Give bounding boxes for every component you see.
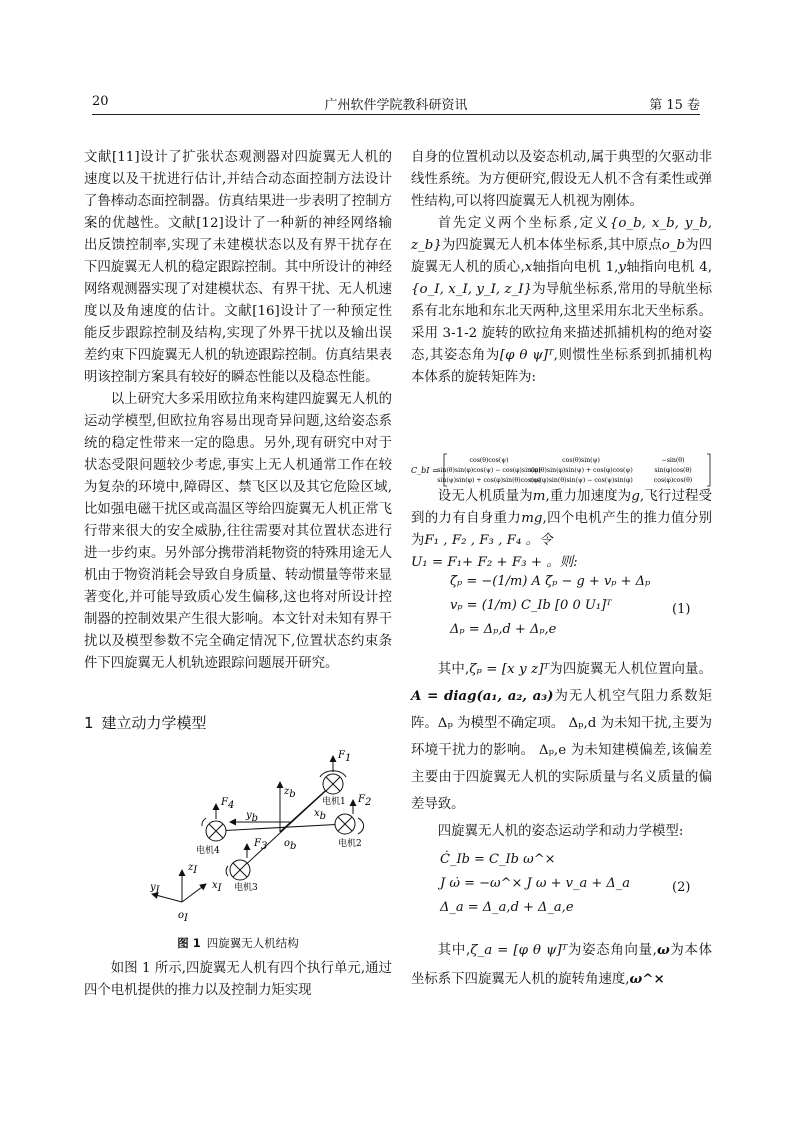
paragraph: U₁ = F₁+ F₂ + F₃ + 。则: bbox=[411, 555, 578, 570]
equation-number: (2) bbox=[672, 880, 691, 895]
axis-label-xb: xb bbox=[314, 808, 327, 822]
right-column-lower bbox=[411, 656, 712, 845]
quadrotor-structure-figure bbox=[150, 742, 390, 928]
equation-line: Δₚ = Δₚ,d + Δₚ,e bbox=[450, 622, 557, 637]
thrust-label-1: F1 bbox=[338, 750, 352, 764]
axis-label-zI: zI bbox=[188, 862, 198, 876]
axis-label-yI: yI bbox=[150, 882, 160, 896]
paragraph: 以上研究大多采用欧拉角来构建四旋翼无人机的运动学模型,但欧拉角容易出现奇异问题,这给姿态系统的稳定性带来一定的隐患。另外,现有研究中对于状态受限问题较少考虑,事实上无人机通常工作在较为复杂的环境中,障碍区、禁飞区以及其它危险区域,比如强电磁干扰区或高温区等给四旋翼无人机正常飞行带来很大的安全威胁,往往需要对其位置状态进行进一步约束。另外部分携带消耗物资的特殊用途无人机由于物资消耗会导致自身质量、转动惯量等带来显著变化,并可能导致质心发生偏移,这也将对所设计控制器的控制效果产生很大影响。本文针对未知有界干扰以及模型参数不完全确定情况下,位置状态约束条件下四旋翼无人机轨迹跟踪问题展开研究。 bbox=[84, 392, 392, 671]
motor-label-1: 电机1 bbox=[322, 797, 346, 807]
matrix-cell: sin(θ)sin(φ)cos(ψ) − cos(φ)sin(ψ) bbox=[437, 467, 541, 474]
matrix-cell: cos(θ)cos(ψ) bbox=[469, 457, 509, 464]
motor-4 bbox=[202, 818, 226, 841]
equation-1 bbox=[450, 574, 650, 646]
right-column-bottom bbox=[411, 936, 712, 994]
journal-name: 广州软件学院教科研资讯 bbox=[324, 98, 468, 113]
right-column bbox=[411, 147, 712, 389]
left-column-bottom bbox=[84, 958, 392, 1002]
page-number: 20 bbox=[92, 94, 109, 109]
paragraph: 自身的位置机动以及姿态机动,属于典型的欠驱动非线性系统。为方便研究,假设无人机不含有柔性或弹性结构,可以将四旋翼无人机视为刚体。 bbox=[411, 150, 712, 209]
origin-label-ob: ob bbox=[284, 838, 297, 852]
thrust-label-2: F2 bbox=[358, 794, 372, 808]
paragraph: 如图 1 所示,四旋翼无人机有四个执行单元,通过四个电机提供的推力以及控制力矩实现 bbox=[84, 961, 392, 998]
volume-number: 第 15 卷 bbox=[649, 98, 700, 113]
rotation-matrix bbox=[411, 452, 711, 488]
motor-label-4: 电机4 bbox=[196, 846, 220, 856]
figure-label: 图 1 bbox=[177, 936, 201, 950]
section-title: 建立动力学模型 bbox=[101, 714, 207, 732]
inertial-frame bbox=[152, 870, 206, 902]
running-header bbox=[92, 92, 700, 115]
equation-line: J ω̇ = −ω^× J ω + v_a + Δ_a bbox=[440, 876, 631, 891]
paragraph: 其中,ζ_a = [φ θ ψ]ᵀ为姿态角向量,ω为本体坐标系下四旋翼无人机的旋转角速度,ω^× bbox=[411, 942, 713, 987]
matrix-cell: sin(ψ)sin(φ) + cos(φ)sin(θ)cos(ψ) bbox=[437, 477, 541, 484]
paragraph: 其中,ζₚ = [x y z]ᵀ为四旋翼无人机位置向量。A = diag(a₁, a₂, a₃)为无人机空气阻力系数矩阵。Δₚ 为模型不确定项。 Δₚ,d 为未知干扰,主要为环境干扰力的影响。 Δₚ,e 为未知建模偏差,该偏差主要由于四旋翼无人机的实际质量与名义质量的偏差导致。 bbox=[411, 662, 713, 812]
equation-number: (1) bbox=[672, 602, 691, 617]
section-heading bbox=[84, 712, 207, 733]
matrix-label: C_bI = bbox=[411, 466, 439, 475]
paragraph: 首先定义两个坐标系,定义{o_b, x_b, y_b, z_b}为四旋翼无人机本体坐标系,其中原点o_b为四旋翼无人机的质心,x轴指向电机 1,y轴指向电机 4,{o_I, x_I, y_I, z_I}为导航坐标系,常用的导航坐标系有北东地和东北天两种,这里采用东北天坐标系。采用 3-1-2 旋转的欧拉角来描述抓捕机构的绝对姿态,其姿态角为[φ θ ψ]ᵀ,则惯性坐标系到抓捕机构本体系的旋转矩阵为: bbox=[411, 216, 712, 385]
thrust-label-3: F3 bbox=[254, 838, 268, 852]
equation-2 bbox=[440, 852, 630, 924]
paragraph: 文献[11]设计了扩张状态观测器对四旋翼无人机的速度以及干扰进行估计,并结合动态面控制方法设计了鲁棒动态面控制器。仿真结果进一步表明了控制方案的优越性。文献[12]设计了一种新的神经网络输出反馈控制率,实现了未建模状态以及有界干扰存在下四旋翼无人机的稳定跟踪控制。其中所设计的神经网络观测器实现了对建模状态、有界干扰、无人机速度以及角速度的估计。文献[16]设计了一种预定性能反步跟踪控制及结构,实现了外界干扰以及输出误差约束下四旋翼无人机的轨迹跟踪控制。仿真结果表明该控制方案具有较好的瞬态性能以及稳态性能。 bbox=[84, 150, 392, 385]
equation-line: Ċ_Ib = C_Ib ω^× bbox=[440, 852, 556, 867]
matrix-cell: −sin(θ) bbox=[661, 457, 685, 464]
motor-label-2: 电机2 bbox=[338, 839, 362, 849]
matrix-cell: sin(θ)sin(φ)sin(ψ) + cos(φ)cos(ψ) bbox=[529, 467, 633, 474]
paragraph: 四旋翼无人机的姿态运动学和动力学模型: bbox=[437, 824, 684, 839]
section-number: 1 bbox=[84, 714, 94, 732]
matrix-cell: cos(θ)sin(ψ) bbox=[562, 457, 600, 464]
matrix-cell: cos(φ)cos(θ) bbox=[653, 477, 693, 484]
axis-label-zb: zb bbox=[284, 786, 296, 800]
matrix-cell: cos(φ)sin(θ)sin(ψ) − cos(ψ)sin(φ) bbox=[529, 477, 633, 484]
axis-label-xI: xI bbox=[212, 880, 222, 894]
figure-caption-text: 四旋翼无人机结构 bbox=[206, 936, 299, 950]
paragraph: 设无人机质量为m,重力加速度为g,飞行过程受到的力有自身重力mg,四个电机产生的推力值分别为F₁ , F₂ , F₃ , F₄ 。令 bbox=[411, 489, 712, 548]
thrust-label-4: F4 bbox=[221, 797, 235, 811]
motor-3 bbox=[226, 860, 250, 880]
axis-label-yb: yb bbox=[246, 810, 259, 824]
left-column bbox=[84, 147, 392, 675]
motor-1 bbox=[320, 771, 346, 794]
equation-line: Δ_a = Δ_a,d + Δ_a,e bbox=[440, 900, 574, 915]
equation-line: vₚ = (1/m) C_Ib [0 0 U₁]ᵀ bbox=[450, 598, 612, 613]
matrix-cell: sin(φ)cos(θ) bbox=[654, 467, 692, 474]
figure-caption bbox=[84, 935, 392, 951]
right-column-mid bbox=[411, 486, 712, 574]
motor-2 bbox=[335, 814, 364, 834]
motor-label-3: 电机3 bbox=[234, 883, 258, 893]
origin-label-oI: oI bbox=[178, 910, 188, 924]
equation-line: ζ̇ₚ = −(1/m) A ζ̇ₚ − g + vₚ + Δₚ bbox=[450, 574, 651, 589]
